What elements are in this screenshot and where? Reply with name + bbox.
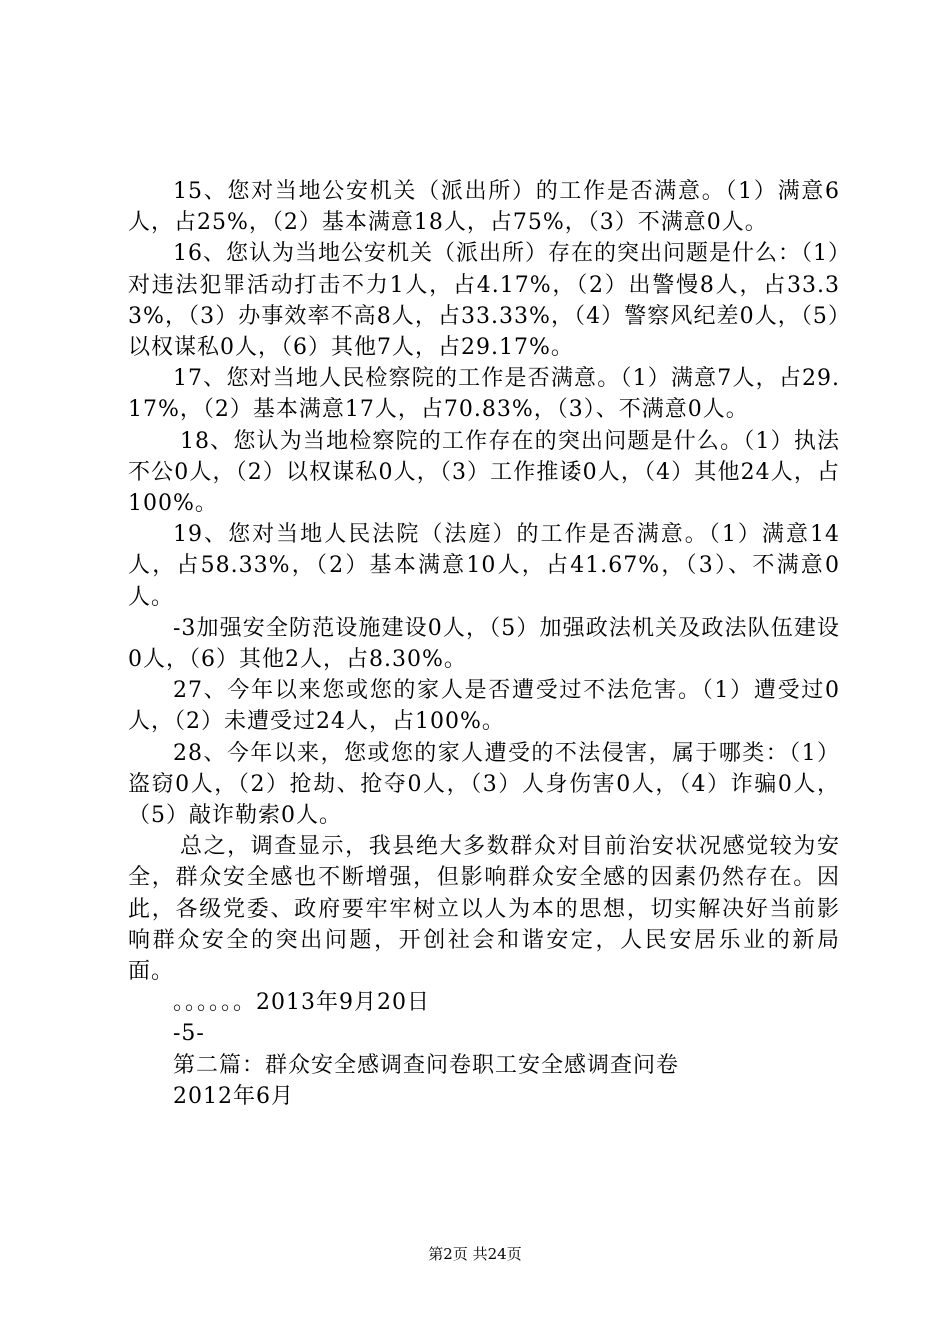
paragraph-q28: 28、今年以来，您或您的家人遭受的不法侵害，属于哪类：（1）盗窃0人，（2）抢劫、抢夺0人，（3）人身伤害0人，（4）诈骗0人，（5）敲诈勒索0人。 <box>128 740 840 829</box>
next-section-date: 2012年6月 <box>173 1083 294 1109</box>
paragraph-q19: 19、您对当地人民法院（法庭）的工作是否满意。（1）满意14人，占58.33%，（2）基本满意10人，占41.67%，（3）、不满意0人。 <box>128 522 840 610</box>
page-footer: 第2页 共24页 <box>428 1245 522 1263</box>
paragraph-q16: 16、您认为当地公安机关（派出所）存在的突出问题是什么：（1）对违法犯罪活动打击不力1人，占4.17%，（2）出警慢8人，占33.33%，（3）办事效率不高8人，占33.33%，（4）警察风纪差0人，（5）以权谋私0人，（6）其他7人，占29.17%。 <box>128 241 840 361</box>
page-marker: -5- <box>173 1021 205 1047</box>
paragraph-q15: 15、您对当地公安机关（派出所）的工作是否满意。（1）满意6人，占25%，（2）基本满意18人，占75%，（3）不满意0人。 <box>128 179 840 236</box>
date-line: 。。。。。。2013年9月20日 <box>173 990 430 1016</box>
paragraph-q17: 17、您对当地人民检察院的工作是否满意。（1）满意7人，占29.17%，（2）基本满意17人，占70.83%，（3）、不满意0人。 <box>128 366 840 423</box>
next-section-title: 第二篇：群众安全感调查问卷职工安全感调查问卷 <box>173 1052 680 1078</box>
paragraph-summary: 总之，调查显示，我县绝大多数群众对目前治安状况感觉较为安全，群众安全感也不断增强，但影响群众安全感的因素仍然存在。因此，各级党委、政府要牢牢树立以人为本的思想，切实解决好当前影响群众安全的突出问题，开创社会和谐安定，人民安居乐业的新局面。 <box>128 834 840 985</box>
document-body <box>128 176 840 1112</box>
paragraph-q27: 27、今年以来您或您的家人是否遭受过不法危害。（1）遭受过0人，（2）未遭受过24人，占100%。 <box>128 678 840 735</box>
paragraph-q26-fragment: -3加强安全防范设施建设0人，（5）加强政法机关及政法队伍建设0人，（6）其他2人，占8.30%。 <box>128 615 840 673</box>
paragraph-q18: 18、您认为当地检察院的工作存在的突出问题是什么。（1）执法不公0人，（2）以权谋私0人，（3）工作推诿0人，（4）其他24人，占100%。 <box>128 428 840 517</box>
